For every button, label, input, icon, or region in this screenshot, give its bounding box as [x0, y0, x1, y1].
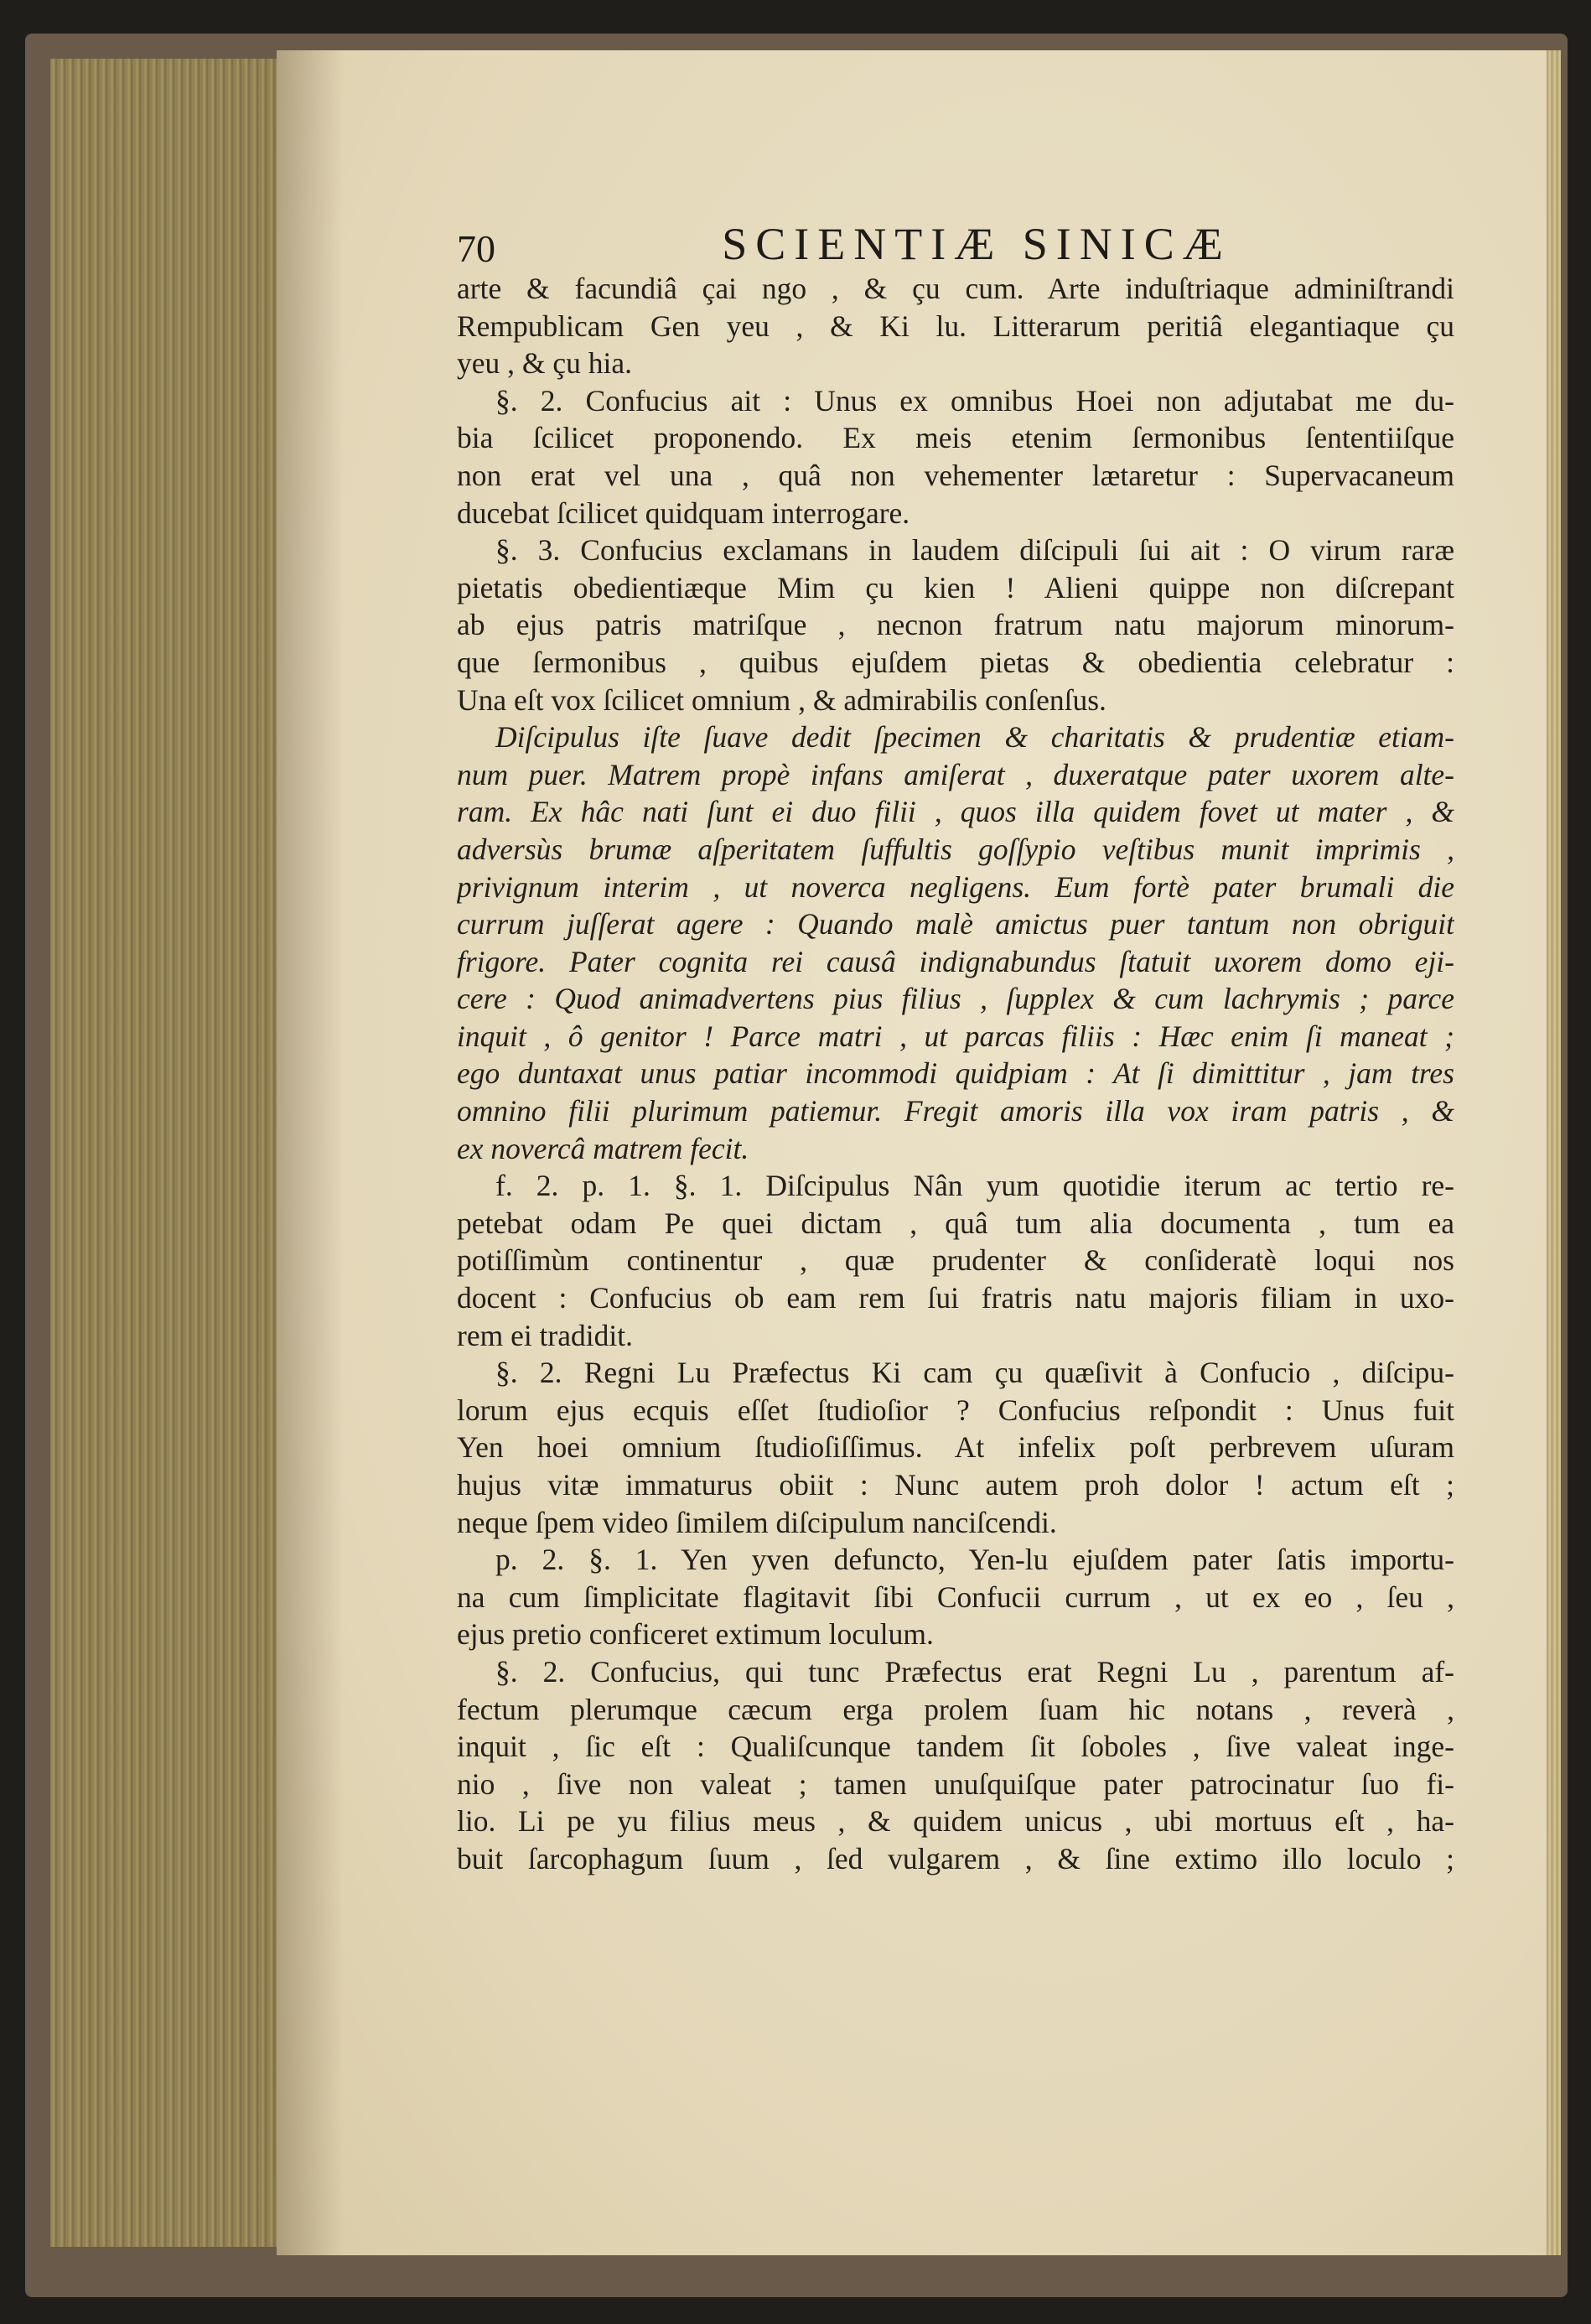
text-line: adversùs brumæ aſperitatem ſuffultis goſſypio veſtibus munit imprimis , [457, 832, 1454, 866]
text-line: hujus vitæ immaturus obiit : Nunc autem proh dolor ! actum eſt ; [457, 1468, 1454, 1502]
text-line: bia ſcilicet proponendo. Ex meis etenim ſermonibus ſententiiſque [457, 421, 1454, 455]
text-line: docent : Confucius ob eam rem ſui fratris natu majoris filiam in uxo- [457, 1281, 1454, 1315]
text-line: frigore. Pater cognita rei causâ indignabundus ſtatuit uxorem domo eji- [457, 944, 1454, 978]
text-line: nio , ſive non valeat ; tamen unuſquiſque pater patrocinatur ſuo fi- [457, 1766, 1454, 1801]
text-line: neque ſpem video ſimilem diſcipulum nanciſcendi. [457, 1505, 1057, 1539]
text-line: pietatis obedientiæque Mim çu kien ! Alieni quippe non diſcrepant [457, 570, 1454, 604]
body-text [457, 270, 1454, 1878]
page-header [457, 218, 1547, 277]
text-line: fectum plerumque cæcum erga prolem ſuam hic notans , reverà , [457, 1692, 1454, 1726]
text-line: Diſcipulus iſte ſuave dedit ſpecimen & charitatis & prudentiæ etiam- [495, 720, 1454, 755]
text-line: num puer. Matrem propè infans amiſerat , duxeratque pater uxorem alte- [457, 757, 1454, 791]
running-title: SCIENTIÆ SINICÆ [722, 219, 1231, 269]
text-line: cere : Quod animadvertens pius filius , ſupplex & cum lachrymis ; parce [457, 982, 1454, 1016]
text-line: petebat odam Pe quei dictam , quâ tum alia documenta , tum ea [457, 1206, 1454, 1240]
text-line: rem ei tradidit. [457, 1318, 633, 1352]
text-line: ego duntaxat unus patiar incommodi quidpiam : At ſi dimittitur , jam tres [457, 1056, 1454, 1091]
text-line: p. 2. §. 1. Yen yven defuncto, Yen-lu ejuſdem pater ſatis importu- [495, 1543, 1454, 1577]
text-line: omnino filii plurimum patiemur. Fregit amoris illa vox iram patris , & [457, 1094, 1454, 1128]
book-page [277, 50, 1547, 2255]
text-line: §. 2. Confucius, qui tunc Præfectus erat Regni Lu , parentum af- [495, 1654, 1454, 1689]
text-line: lio. Li pe yu filius meus , & quidem unicus , ubi mortuus eſt , ha- [457, 1804, 1454, 1839]
text-line: §. 3. Confucius exclamans in laudem diſcipuli ſui ait : O virum raræ [495, 533, 1454, 568]
text-line: inquit , ſic eſt : Qualiſcunque tandem ſit ſoboles , ſive valeat inge- [457, 1730, 1454, 1764]
text-line: §. 2. Confucius ait : Unus ex omnibus Hoei non adjutabat me du- [495, 383, 1454, 418]
text-line: ram. Ex hâc nati ſunt ei duo filii , quos illa quidem fovet ut mater , & [457, 795, 1454, 829]
text-line: Yen hoei omnium ſtudioſiſſimus. At infelix poſt perbrevem uſuram [457, 1430, 1454, 1465]
text-line: ab ejus patris matriſque , necnon fratrum natu majorum minorum- [457, 608, 1454, 642]
text-line: potiſſimùm continentur , quæ prudenter & conſideratè loqui nos [457, 1243, 1454, 1278]
text-line: na cum ſimplicitate flagitavit ſibi Confucii currum , ut ex eo , ſeu , [457, 1580, 1454, 1614]
text-line: inquit , ô genitor ! Parce matri , ut parcas filiis : Hæc enim ſi maneat ; [457, 1019, 1454, 1053]
text-line: §. 2. Regni Lu Præfectus Ki cam çu quæſivit à Confucio , diſcipu- [495, 1356, 1454, 1390]
page-number: 70 [457, 227, 495, 270]
text-line: Una eſt vox ſcilicet omnium , & admirabilis conſenſus. [457, 682, 1106, 717]
text-line: yeu , & çu hia. [457, 346, 632, 381]
text-line: f. 2. p. 1. §. 1. Diſcipulus Nân yum quotidie iterum ac tertio re- [495, 1169, 1454, 1203]
text-line: privignum interim , ut noverca negligens. Eum fortè pater brumali die [457, 869, 1454, 904]
gutter-shadow [277, 50, 344, 2255]
text-line: ducebat ſcilicet quidquam interrogare. [457, 495, 910, 530]
text-line: arte & facundiâ çai ngo , & çu cum. Arte induſtriaque adminiſtrandi [457, 272, 1454, 305]
text-line: lorum ejus ecquis eſſet ſtudioſior ? Confucius reſpondit : Unus fuit [457, 1393, 1454, 1427]
text-line: ex novercâ matrem fecit. [457, 1131, 749, 1165]
text-line: que ſermonibus , quibus ejuſdem pietas & obedientia celebratur : [457, 645, 1454, 679]
text-line: buit ſarcophagum ſuum , ſed vulgarem , & ſine extimo illo loculo ; [457, 1841, 1454, 1875]
text-line: ejus pretio conficeret extimum loculum. [457, 1617, 934, 1652]
page-block-edges [50, 59, 280, 2247]
text-line: non erat vel una , quâ non vehementer lætaretur : Supervacaneum [457, 458, 1454, 492]
text-line: currum juſſerat agere : Quando malè amictus puer tantum non obriguit [457, 907, 1454, 942]
text-line: Rempublicam Gen yeu , & Ki lu. Litterarum peritiâ elegantiaque çu [457, 309, 1454, 343]
